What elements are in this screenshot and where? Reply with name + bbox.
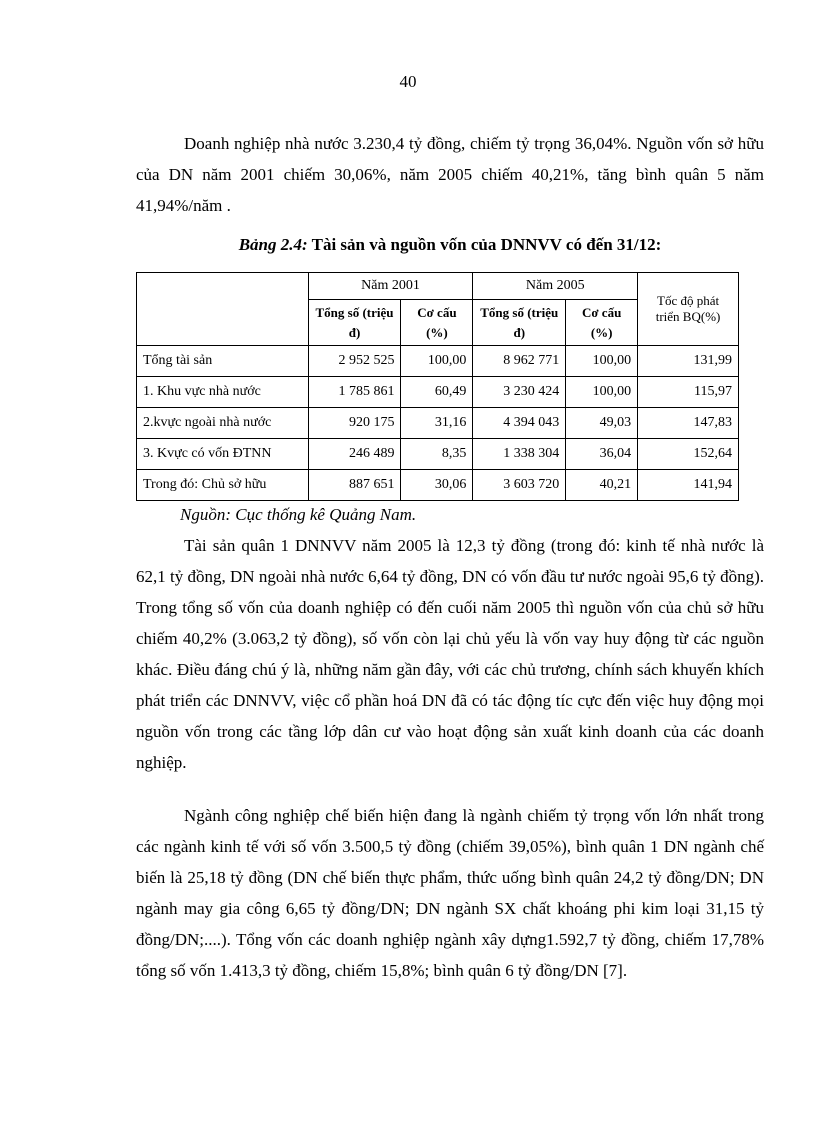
table-caption-title: Tài sản và nguồn vốn của DNNVV có đến 31/12: [311, 235, 662, 254]
cell-share-2001: 30,06 [401, 470, 473, 501]
row-label: 2.kvực ngoài nhà nước [137, 408, 309, 439]
table-row [137, 408, 739, 439]
cell-total-2005: 3 230 424 [473, 377, 566, 408]
row-label: Trong đó: Chủ sở hữu [137, 470, 309, 501]
body-paragraph-1: Tài sản quân 1 DNNVV năm 2005 là 12,3 tỷ đồng (trong đó: kinh tế nhà nước là 62,1 tỷ đồng, DN ngoài nhà nước 6,64 tỷ đồng, DN có vốn đầu tư nước ngoài 95,6 tỷ đồng). Trong tổng số vốn của doanh nghiệp có đến cuối năm 2005 thì nguồn vốn của chủ sở hữu chiếm 40,2% (3.063,2 tỷ đồng), số vốn còn lại chủ yếu là vốn vay huy động từ các nguồn khác. Điều đáng chú ý là, những năm gần đây, với các chủ trương, chính sách khuyến khích phát triển các DNNVV, việc cổ phần hoá DN đã có tác động tíc cực đến việc huy động mọi nguồn vốn trong các tầng lớp dân cư vào hoạt động sản xuất kinh doanh của các doanh nghiệp. [136, 536, 764, 772]
cell-total-2001: 1 785 861 [308, 377, 401, 408]
cell-total-2001: 887 651 [308, 470, 401, 501]
header-growth-rate: Tốc độ phát triển BQ(%) [638, 273, 739, 346]
cell-share-2001: 100,00 [401, 346, 473, 377]
header-structure-2001: Cơ cấu (%) [401, 300, 473, 346]
page-number: 40 [399, 72, 417, 91]
header-total-2001: Tổng số (triệu đ) [308, 300, 401, 346]
cell-growth: 131,99 [638, 346, 739, 377]
cell-growth: 115,97 [638, 377, 739, 408]
header-year-2005: Năm 2005 [473, 273, 638, 300]
assets-capital-table [136, 272, 739, 501]
cell-total-2005: 8 962 771 [473, 346, 566, 377]
table-row [137, 377, 739, 408]
cell-total-2001: 2 952 525 [308, 346, 401, 377]
cell-growth: 152,64 [638, 439, 739, 470]
cell-total-2001: 246 489 [308, 439, 401, 470]
table-header-row-years [137, 273, 739, 300]
cell-share-2005: 49,03 [566, 408, 638, 439]
cell-share-2005: 36,04 [566, 439, 638, 470]
row-label: Tổng tài sản [137, 346, 309, 377]
cell-total-2005: 3 603 720 [473, 470, 566, 501]
cell-growth: 147,83 [638, 408, 739, 439]
cell-share-2001: 8,35 [401, 439, 473, 470]
table-row [137, 470, 739, 501]
header-structure-2005: Cơ cấu (%) [566, 300, 638, 346]
header-total-2005: Tổng số (triệu đ) [473, 300, 566, 346]
row-label: 3. Kvực có vốn ĐTNN [137, 439, 309, 470]
cell-total-2005: 1 338 304 [473, 439, 566, 470]
header-year-2001: Năm 2001 [308, 273, 473, 300]
cell-share-2005: 100,00 [566, 377, 638, 408]
cell-share-2005: 40,21 [566, 470, 638, 501]
cell-total-2005: 4 394 043 [473, 408, 566, 439]
table-caption [136, 235, 764, 255]
body-paragraph-2: Ngành công nghiệp chế biến hiện đang là ngành chiếm tỷ trọng vốn lớn nhất trong các ngành kinh tế với số vốn 3.500,5 tỷ đồng (chiếm 39,05%), bình quân 1 DN ngành chế biến là 25,18 tỷ đồng (DN chế biến thực phẩm, thức uống bình quân 24,2 tỷ đồng/DN; DN ngành may gia công 6,65 tỷ đồng/DN; DN ngành SX chất khoáng phi kim loại 31,15 tỷ đồng/DN;....). Tổng vốn các doanh nghiệp ngành xây dựng1.592,7 tỷ đồng, chiếm 17,78% tổng số vốn 1.413,3 tỷ đồng, chiếm 15,8%; bình quân 6 tỷ đồng/DN [7]. [136, 806, 764, 980]
cell-share-2001: 31,16 [401, 408, 473, 439]
header-blank-cell [137, 273, 309, 346]
cell-share-2005: 100,00 [566, 346, 638, 377]
cell-growth: 141,94 [638, 470, 739, 501]
intro-paragraph: Doanh nghiệp nhà nước 3.230,4 tỷ đồng, chiếm tỷ trọng 36,04%. Nguồn vốn sở hữu của DN năm 2001 chiếm 30,06%, năm 2005 chiếm 40,21%, tăng bình quân 5 năm 41,94%/năm . [136, 134, 764, 215]
table-source-note: Nguồn: Cục thống kê Quảng Nam. [180, 505, 417, 524]
table-caption-prefix: Bảng 2.4: [238, 235, 308, 254]
cell-total-2001: 920 175 [308, 408, 401, 439]
table-row [137, 346, 739, 377]
row-label: 1. Khu vực nhà nước [137, 377, 309, 408]
cell-share-2001: 60,49 [401, 377, 473, 408]
table-row [137, 439, 739, 470]
